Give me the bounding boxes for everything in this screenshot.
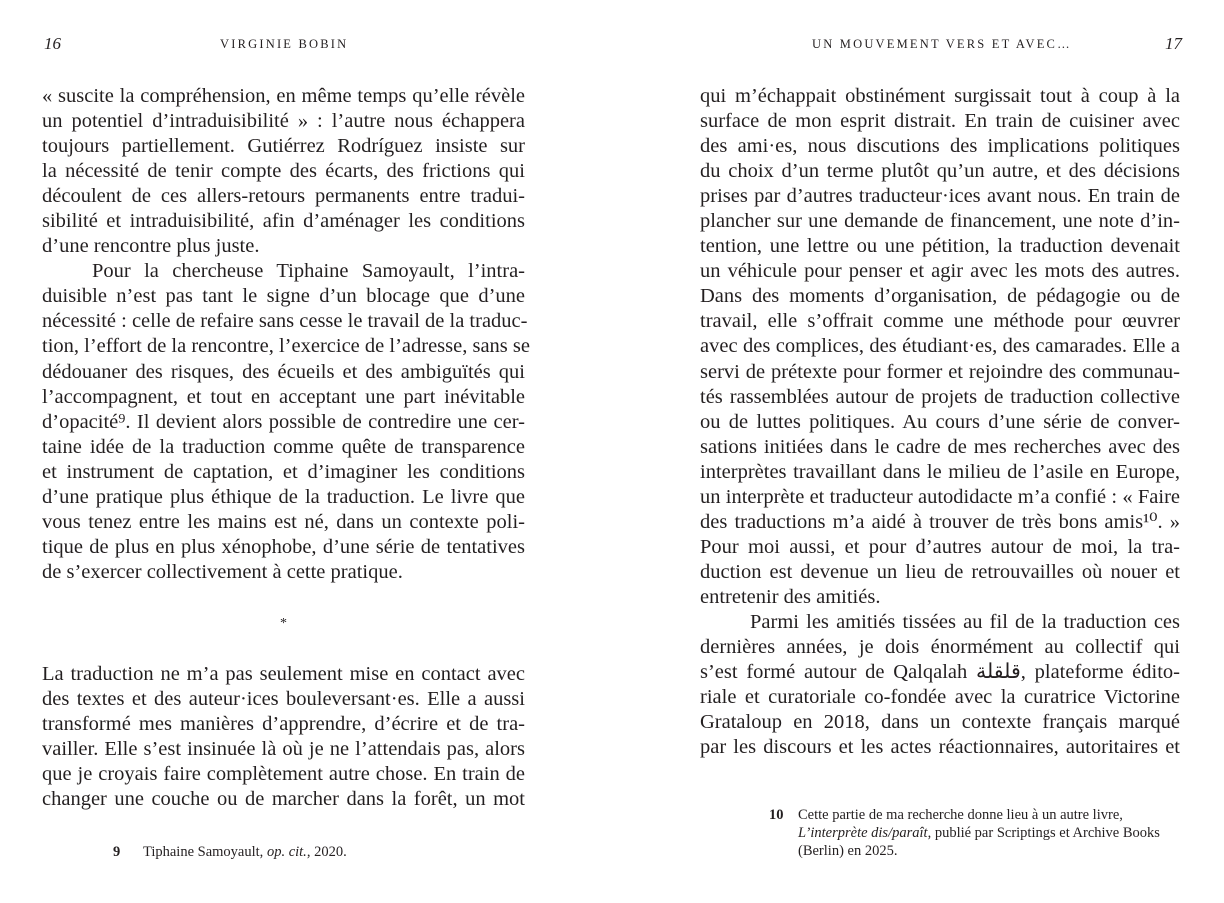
running-head: VIRGINIE BOBIN [220, 37, 349, 51]
text-line: surface de mon esprit distrait. En train de cuisiner avec [700, 110, 1180, 133]
text-line: un véhicule pour penser et agir avec les mots des autres. [700, 260, 1180, 283]
text-line: nécessité : celle de refaire sans cesse le travail de la traduc- [42, 310, 528, 333]
paragraph [700, 610, 1180, 760]
text-line: entretenir des amitiés. [700, 585, 881, 608]
page-number: 16 [44, 34, 61, 53]
text-line: servi de prétexte pour former et rejoindre des communau- [700, 360, 1180, 383]
text-line: Parmi les amitiés tissées au fil de la traduction ces [750, 610, 1180, 633]
text-line: un interprète et traducteur autodidacte m’a confié : « Faire [700, 485, 1180, 508]
running-head: UN MOUVEMENT VERS ET AVEC… [812, 37, 1072, 51]
text-line: avec des complices, des étudiant·es, des camarades. Elle a [700, 335, 1180, 358]
text-line: que je croyais faire complètement autre chose. En train de [42, 763, 525, 786]
text-line: tion, l’effort de la rencontre, l’exercice de l’adresse, sans se [42, 335, 530, 358]
footnote-line: (Berlin) en 2025. [798, 843, 898, 859]
page-number: 17 [1165, 34, 1182, 53]
paragraph [42, 259, 530, 585]
text-line: l’accompagnent, et tout en acceptant une part inévitable [42, 385, 525, 408]
text-line: du choix d’un terme plutôt qu’un autre, et des décisions [700, 160, 1180, 183]
body-text [700, 84, 1180, 760]
text-line: duisible n’est pas tant le signe d’un blocage que d’une [42, 285, 525, 308]
text-line: qui m’échappait obstinément surgissait tout à coup à la [700, 85, 1180, 107]
text-line: tention, une lettre ou une pétition, la traduction devenait [700, 235, 1180, 258]
text-line: vailler. Elle s’est insinuée là où je ne l’attendais pas, alors [42, 738, 525, 761]
text-line: vous tenez entre les mains est né, dans un contexte poli- [42, 510, 525, 533]
text-line: sations initiées dans le cadre de mes recherches avec des [700, 435, 1180, 458]
text-line: transformé mes manières d’apprendre, d’écrire et de tra- [42, 713, 525, 736]
text-line: La traduction ne m’a pas seulement mise en contact avec [42, 662, 525, 685]
text-line: tique de plus en plus xénophobe, d’une série de tentatives [42, 535, 525, 558]
text-line: plancher sur une demande de financement, une note d’in- [700, 210, 1180, 233]
text-line: par les discours et les actes réactionnaires, autoritaires et [700, 736, 1180, 759]
text-line: riale et curatoriale co-fondée avec la curatrice Victorine [700, 686, 1180, 709]
text-line: dernières années, je dois énormément au collectif qui [700, 636, 1180, 659]
text-line: des traductions m’a aidé à trouver de très bons amis¹⁰. » [700, 510, 1180, 533]
text-line: sibilité et intraduisibilité, afin d’aménager les conditions [42, 210, 525, 233]
text-line: la nécessité de tenir compte des écarts, des frictions qui [42, 160, 525, 183]
text-line: de s’exercer collectivement à cette pratique. [42, 560, 403, 583]
paragraph [700, 84, 1180, 610]
text-line: tés rassemblées autour de projets de traduction collective [700, 385, 1180, 408]
text-line: Dans des moments d’organisation, de pédagogie ou de [700, 285, 1180, 308]
text-line: « suscite la compréhension, en même temps qu’elle révèle [42, 85, 525, 107]
paragraph [42, 84, 525, 259]
text-line: interprètes travaillant dans le milieu de l’asile en Europe, [700, 460, 1180, 483]
text-line: ou de luttes politiques. Au cours d’une série de conver- [700, 410, 1180, 433]
text-line: changer une couche ou de marcher dans la forêt, un mot [42, 788, 525, 811]
footnote-number: 10 [769, 807, 784, 823]
text-line: prises par d’autres traducteur·ices avant nous. En train de [700, 185, 1180, 208]
text-line: dédouaner des risques, des écueils et des ambiguïtés qui [42, 360, 525, 383]
footnote-line: L’interprète dis/paraît, publié par Scriptings et Archive Books [798, 825, 1160, 841]
text-line: des ami·es, nous discutions des implications politiques [700, 135, 1180, 158]
text-line: et instrument de captation, et d’imaginer les conditions [42, 460, 525, 483]
text-line: d’une rencontre plus juste. [42, 235, 260, 258]
text-line: Pour moi aussi, et pour d’autres autour de moi, la tra- [700, 535, 1180, 558]
footnote-number: 9 [113, 844, 121, 860]
text-line: Pour la chercheuse Tiphaine Samoyault, l’intra- [92, 260, 525, 283]
section-separator: * [280, 615, 287, 631]
text-line: un potentiel d’intraduisibilité » : l’autre nous échappera [42, 110, 525, 133]
body-text [42, 84, 530, 812]
text-line: d’opacité⁹. Il devient alors possible de contredire une cer- [42, 410, 525, 433]
text-line: taine idée de la traduction comme quête de transparence [42, 435, 525, 458]
text-line: duction est devenue un lieu de retrouvailles où nouer et [700, 560, 1180, 583]
text-line: Grataloup en 2018, dans un contexte français marqué [700, 711, 1180, 734]
footnote-text: Tiphaine Samoyault, op. cit., 2020. [143, 844, 347, 860]
text-line: travail, elle s’offrait comme une méthode pour œuvrer [700, 310, 1180, 333]
text-line: toujours partiellement. Gutiérrez Rodríguez insiste sur [42, 135, 525, 158]
paragraph [42, 662, 525, 812]
footnote-line: Cette partie de ma recherche donne lieu à un autre livre, [798, 807, 1123, 823]
text-line: s’est formé autour de Qalqalah قلقلة, plateforme édito- [700, 661, 1180, 684]
text-line: découlent de ces allers-retours permanents entre tradui- [42, 185, 525, 208]
text-line: d’une pratique plus éthique de la traduction. Le livre que [42, 485, 525, 508]
text-line: des textes et des auteur·ices bouleversant·es. Elle a aussi [42, 687, 525, 710]
